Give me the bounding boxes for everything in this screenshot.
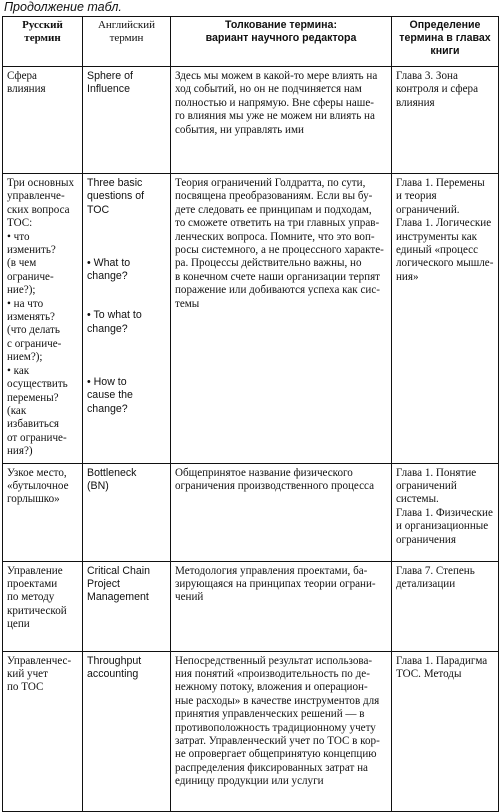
table-row bbox=[3, 174, 499, 464]
cell-interpretation: Теория ограничений Голдратта, по сути, посвящена преобразованиям. Если вы бу- дете следовать ее принципам и подходам, то сможете ответить на три главных управ- ленческих вопроса. Помните, что это воп- росы системного, а не процессного характе- ра. Процессы действительно важны, но в конечном счете наши организации терпят поражение или добиваются успеха как сис- темы bbox=[171, 174, 392, 464]
cell-russian-term: Управленчес- кий учет по ТОС bbox=[3, 651, 83, 811]
cell-chapter-definition: Глава 7. Степень детализации bbox=[392, 561, 499, 651]
cell-english-term: Sphere of Influence bbox=[83, 67, 171, 174]
header-russian-term: Русский термин bbox=[3, 17, 83, 67]
terms-table bbox=[2, 16, 499, 812]
cell-interpretation: Непосредственный результат использова- ния понятий «производительность по де- нежному потоку, вложения и операцион- ные расходы» в качестве инструментов для принятия управленческих решений — в противоположность традиционному учету затрат. Управленческий учет по ТОС в кор- не опровергает общепринятую концепцию распределения фиксированных затрат на единицу продукции или услуги bbox=[171, 651, 392, 811]
cell-russian-term: Узкое место, «бутылочное горлышко» bbox=[3, 463, 83, 561]
header-row bbox=[3, 17, 499, 67]
cell-interpretation: Общепринятое название физического ограничения производственного процесса bbox=[171, 463, 392, 561]
cell-chapter-definition: Глава 1. Парадигма ТОС. Методы bbox=[392, 651, 499, 811]
table-row bbox=[3, 67, 499, 174]
cell-english-term: Critical Chain Project Management bbox=[83, 561, 171, 651]
cell-chapter-definition: Глава 3. Зона контроля и сфера влияния bbox=[392, 67, 499, 174]
cell-english-term: Throughput accounting bbox=[83, 651, 171, 811]
table-row bbox=[3, 651, 499, 811]
cell-chapter-definition: Глава 1. Перемены и теория ограничений. Глава 1. Логические инструменты как единый «процесс логического мышле- ния» bbox=[392, 174, 499, 464]
cell-russian-term: Управление проектами по методу критической цепи bbox=[3, 561, 83, 651]
cell-english-term: Bottleneck (BN) bbox=[83, 463, 171, 561]
cell-chapter-definition: Глава 1. Понятие ограничений системы. Глава 1. Физические и организационные ограничения bbox=[392, 463, 499, 561]
header-chapter-definition: Определение термина в главах книги bbox=[392, 17, 499, 67]
header-english-term: Английский термин bbox=[83, 17, 171, 67]
table-caption: Продолжение табл. bbox=[4, 0, 122, 14]
header-interpretation: Толкование термина: вариант научного редактора bbox=[171, 17, 392, 67]
cell-english-term: Three basic questions of TOC • What to change? • To what to change? • How to cause the change? bbox=[83, 174, 171, 464]
cell-russian-term: Сфера влияния bbox=[3, 67, 83, 174]
cell-interpretation: Здесь мы можем в какой-то мере влиять на ход событий, но он не подчиняется нам полностью и напрямую. Вне сферы наше- го влияния мы уже не можем ни влиять на события, ни управлять ими bbox=[171, 67, 392, 174]
table-row bbox=[3, 463, 499, 561]
table-row bbox=[3, 561, 499, 651]
cell-interpretation: Методология управления проектами, ба- зирующаяся на принципах теории ограни- чений bbox=[171, 561, 392, 651]
cell-russian-term: Три основных управленче- ских вопроса ТОС: • что изменить? (в чем ограниче- ние?); • на что изменять? (что делать с ограниче- нием?); • как осуществить перемены? (как избавиться от ограниче- ния?) bbox=[3, 174, 83, 464]
